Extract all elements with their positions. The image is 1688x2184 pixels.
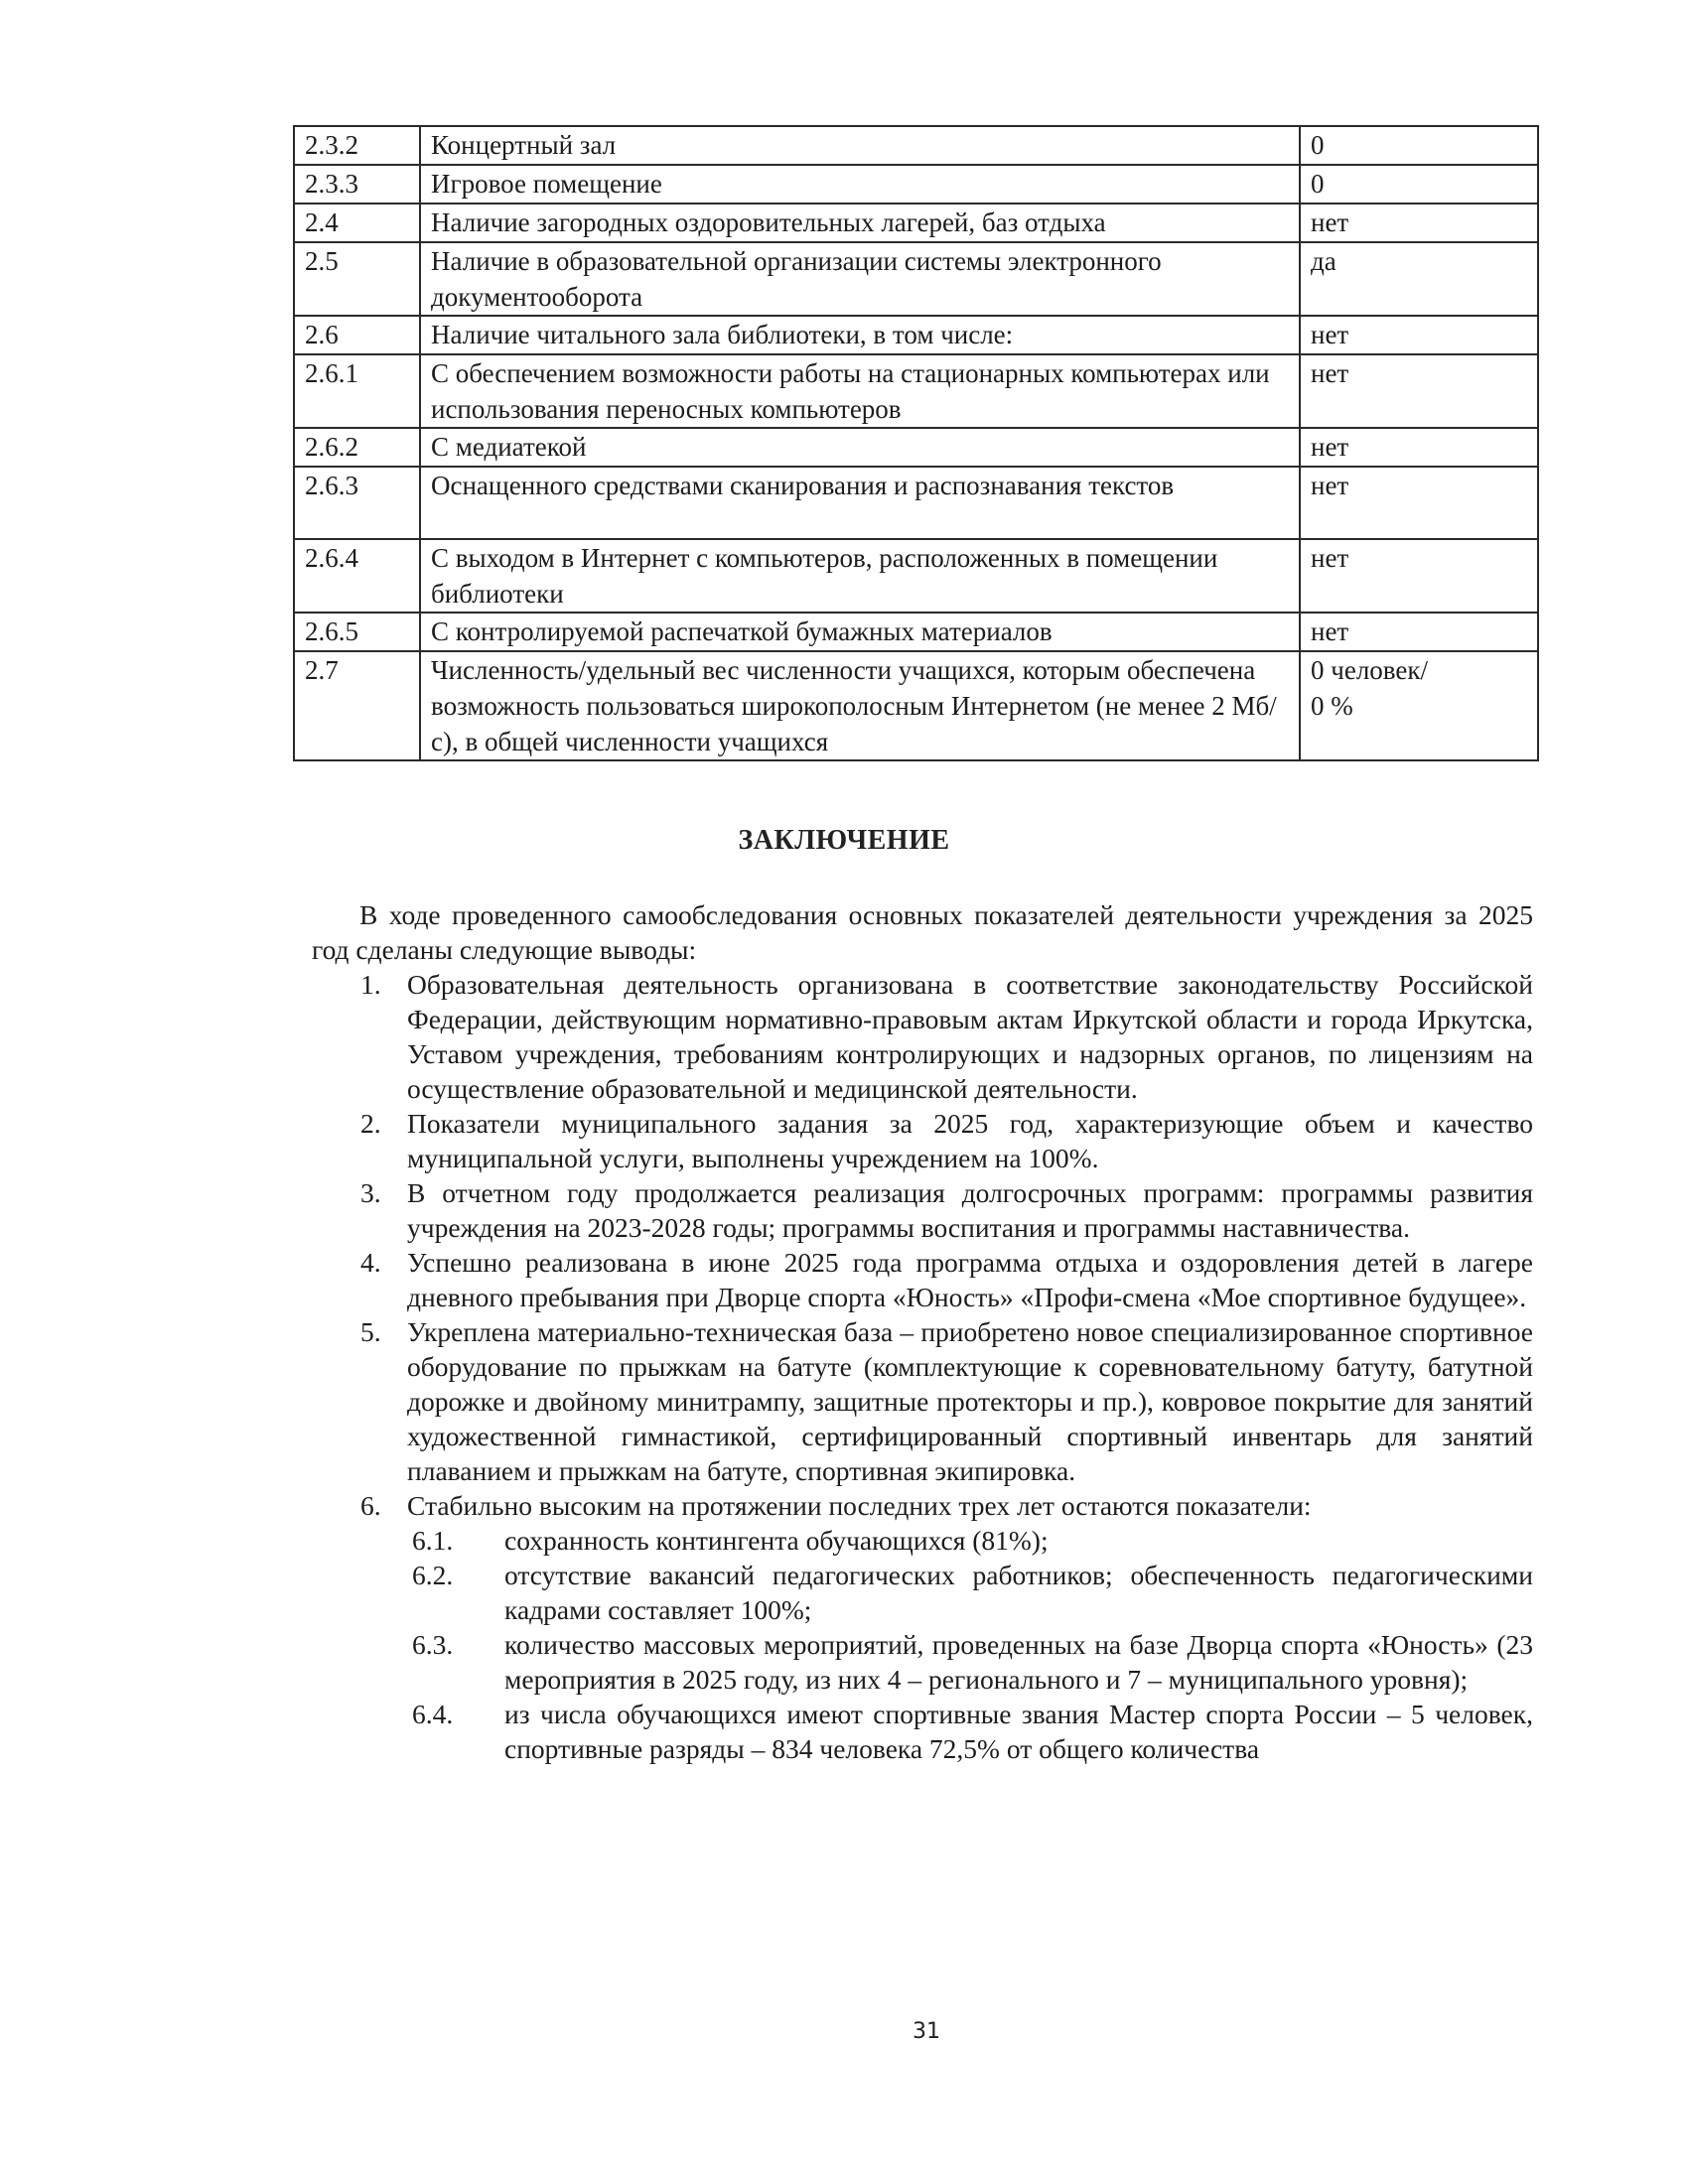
- list-item-number: 2.: [360, 1108, 381, 1139]
- table-row: [294, 539, 1538, 613]
- row-label: Наличие загородных оздоровительных лагерей, баз отдыха: [420, 204, 1300, 242]
- table-row: [294, 354, 1538, 428]
- list-item-text: Успешно реализована в июне 2025 года программа отдыха и оздоровления детей в лагере дневного пребывания при Дворце спорта «Юность» «Профи-смена «Мое спортивное будущее».: [407, 1247, 1533, 1312]
- row-number: 2.4: [294, 204, 420, 242]
- row-value: нет: [1300, 316, 1538, 354]
- list-item-number: 3.: [360, 1177, 381, 1208]
- table-row: [294, 204, 1538, 242]
- list-item: [312, 1314, 1533, 1488]
- sublist-item: [407, 1697, 1533, 1766]
- section-heading: ЗАКЛЮЧЕНИЕ: [738, 825, 950, 856]
- row-label: Концертный зал: [420, 126, 1300, 165]
- row-value: нет: [1300, 539, 1538, 613]
- sublist-item-number: 6.3.: [412, 1629, 454, 1660]
- row-number: 2.5: [294, 242, 420, 316]
- list-item: [312, 1175, 1533, 1245]
- sublist-item-number: 6.4.: [412, 1699, 454, 1729]
- row-number: 2.6.1: [294, 354, 420, 428]
- conclusion-body: [312, 897, 1533, 1766]
- row-number: 2.6.3: [294, 467, 420, 539]
- row-value: нет: [1300, 204, 1538, 242]
- row-label: С выходом в Интернет с компьютеров, расположенных в помещении библиотеки: [420, 539, 1300, 613]
- list-item-number: 4.: [360, 1247, 381, 1278]
- list-item-number: 6.: [360, 1490, 381, 1521]
- sublist-item-text: из числа обучающихся имеют спортивные звания Мастер спорта России – 5 человек, спортивные разряды – 834 человека 72,5% от общего количества: [504, 1699, 1533, 1764]
- list-item-text: Стабильно высоким на протяжении последних трех лет остаются показатели:: [407, 1490, 1312, 1521]
- conclusions-list: [312, 967, 1533, 1523]
- sublist-item: [407, 1558, 1533, 1627]
- intro-paragraph: В ходе проведенного самообследования основных показателей деятельности учреждения за 2025 год сделаны следующие выводы:: [312, 899, 1533, 965]
- table-row: [294, 613, 1538, 651]
- page-number: 31: [913, 2019, 940, 2044]
- table-row: [294, 165, 1538, 204]
- row-number: 2.7: [294, 651, 420, 760]
- row-value: нет: [1300, 467, 1538, 539]
- row-value-percent: 0 %: [1311, 691, 1353, 721]
- list-item-text: Образовательная деятельность организована в соответствие законодательству Российской Федерации, действующим нормативно-правовым актам Иркутской области и города Иркутска, Уставом учреждения, требованиям контролирующих и надзорных органов, по лицензиям на осуществление образовательной и медицинской деятельности.: [407, 969, 1533, 1104]
- indicators-table: [293, 125, 1539, 761]
- table-row: [294, 316, 1538, 354]
- row-number: 2.3.2: [294, 126, 420, 165]
- table-row: [294, 126, 1538, 165]
- sublist-item-text: отсутствие вакансий педагогических работников; обеспеченность педагогическими кадрами составляет 100%;: [504, 1560, 1533, 1625]
- row-value: да: [1300, 242, 1538, 316]
- list-item-text: В отчетном году продолжается реализация долгосрочных программ: программы развития учреждения на 2023-2028 годы; программы воспитания и программы наставничества.: [407, 1177, 1533, 1243]
- row-label: Наличие в образовательной организации системы электронного документооборота: [420, 242, 1300, 316]
- list-item: [312, 1488, 1533, 1523]
- row-label: Оснащенного средствами сканирования и распознавания текстов: [420, 467, 1300, 539]
- list-item: [312, 1245, 1533, 1314]
- row-value: нет: [1300, 354, 1538, 428]
- sublist-item: [407, 1523, 1533, 1558]
- sublist-item-number: 6.1.: [412, 1525, 454, 1556]
- row-number: 2.6.4: [294, 539, 420, 613]
- row-label: С обеспечением возможности работы на стационарных компьютерах или использования переносных компьютеров: [420, 354, 1300, 428]
- row-value: [1300, 651, 1538, 760]
- row-label: Численность/удельный вес численности учащихся, которым обеспечена возможность пользоваться широкополосным Интернетом (не менее 2 Мб/с), в общей численности учащихся: [420, 651, 1300, 760]
- sublist-item: [407, 1627, 1533, 1697]
- table-row: [294, 428, 1538, 467]
- row-value-count: 0 человек/: [1311, 655, 1428, 685]
- row-label: Наличие читального зала библиотеки, в том числе:: [420, 316, 1300, 354]
- indicators-sublist: [407, 1523, 1533, 1766]
- row-value: 0: [1300, 126, 1538, 165]
- table-row: [294, 651, 1538, 760]
- indicators-sublist-wrap: [407, 1523, 1533, 1766]
- list-item: [312, 967, 1533, 1106]
- list-item-number: 1.: [360, 969, 381, 1000]
- row-value: 0: [1300, 165, 1538, 204]
- row-label: С медиатекой: [420, 428, 1300, 467]
- sublist-item-number: 6.2.: [412, 1560, 454, 1590]
- list-item-number: 5.: [360, 1316, 381, 1347]
- row-value: нет: [1300, 428, 1538, 467]
- list-item-text: Укреплена материально-техническая база – приобретено новое специализированное спортивное оборудование по прыжкам на батуте (комплектующие к соревновательному батуту, батутной дорожке и двойному минитрампу, защитные протекторы и пр.), ковровое покрытие для занятий художественной гимнастикой, сертифицированный спортивный инвентарь для занятий плаванием и прыжкам на батуте, спортивная экипировка.: [407, 1316, 1533, 1486]
- row-number: 2.6.5: [294, 613, 420, 651]
- row-label: Игровое помещение: [420, 165, 1300, 204]
- row-number: 2.6: [294, 316, 420, 354]
- sublist-item-text: количество массовых мероприятий, проведенных на базе Дворца спорта «Юность» (23 мероприятия в 2025 году, из них 4 – регионального и 7 – муниципального уровня);: [504, 1629, 1533, 1695]
- sublist-item-text: сохранность контингента обучающихся (81%);: [504, 1525, 1049, 1556]
- row-number: 2.3.3: [294, 165, 420, 204]
- table-row: [294, 242, 1538, 316]
- row-label: С контролируемой распечаткой бумажных материалов: [420, 613, 1300, 651]
- list-item: [312, 1106, 1533, 1175]
- list-item-text: Показатели муниципального задания за 2025 год, характеризующие объем и качество муниципальной услуги, выполнены учреждением на 100%.: [407, 1108, 1533, 1173]
- row-number: 2.6.2: [294, 428, 420, 467]
- table-row: [294, 467, 1538, 539]
- row-value: нет: [1300, 613, 1538, 651]
